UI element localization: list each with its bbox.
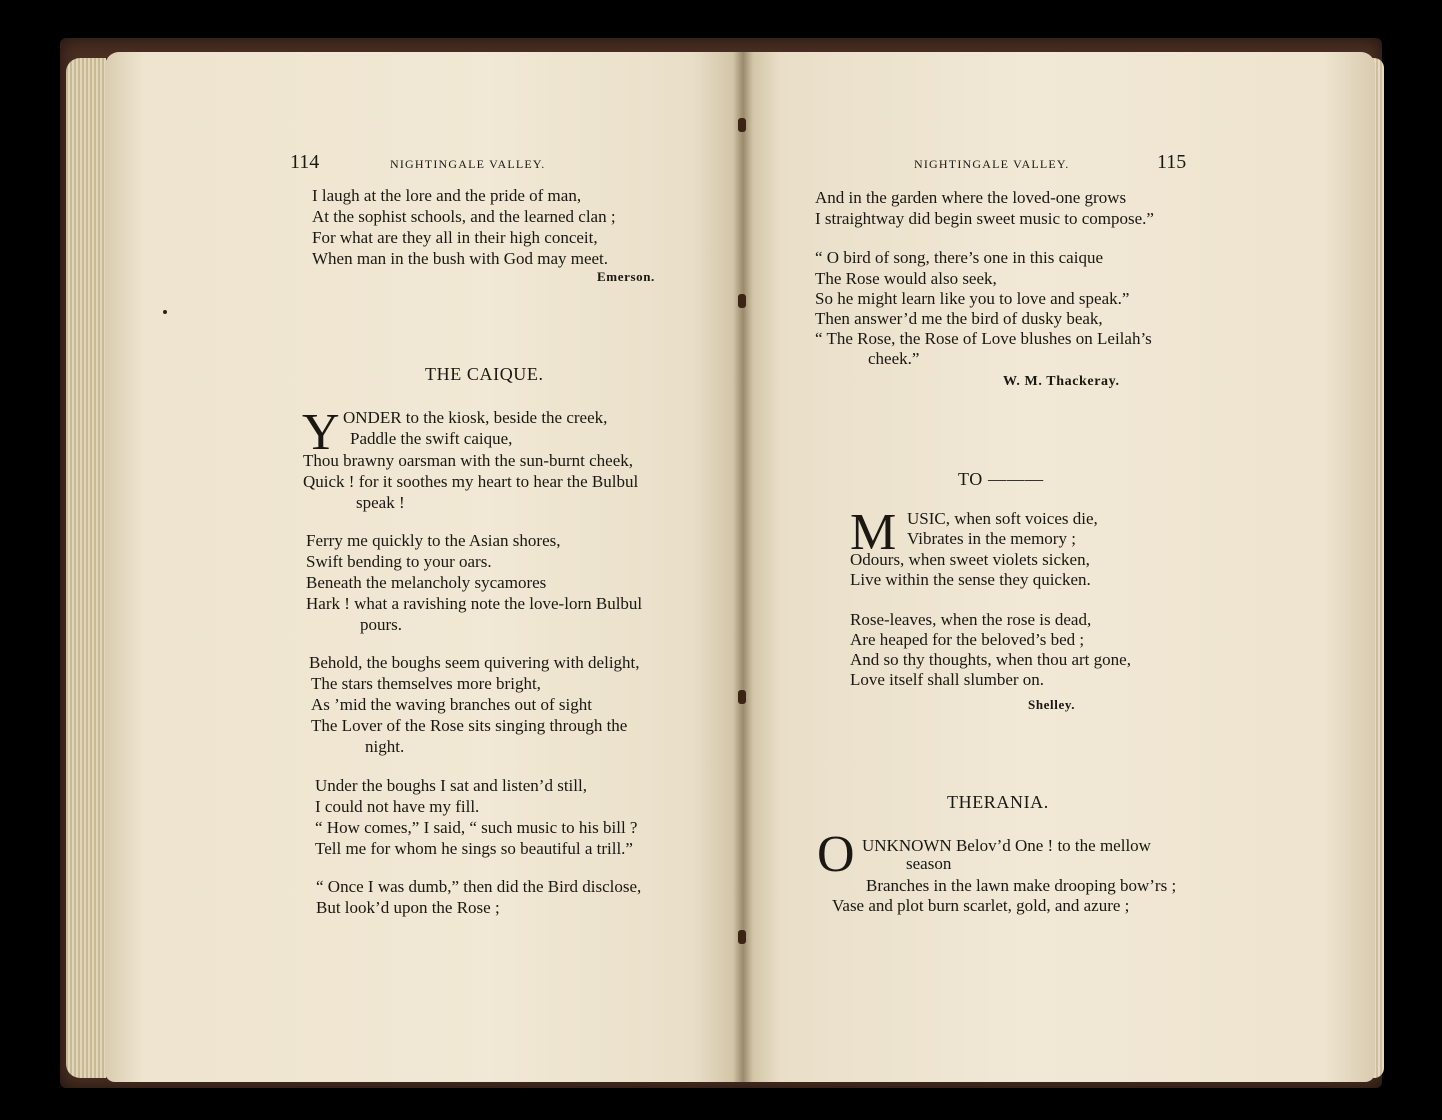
running-head: NIGHTINGALE VALLEY. [390,157,546,171]
poem-line: Ferry me quickly to the Asian shores, [306,531,561,550]
poem-line: And so thy thoughts, when thou art gone, [850,650,1131,669]
poem-line: Odours, when sweet violets sicken, [850,550,1090,569]
poem-line: Tell me for whom he sings so beautiful a trill.” [315,839,633,858]
drop-cap: Y [302,404,340,461]
drop-cap: M [850,504,897,561]
poem-line: Vibrates in the memory ; [907,529,1076,548]
poem-line: Under the boughs I sat and listen’d still, [315,776,587,795]
poem-line: “ How comes,” I said, “ such music to his bill ? [315,818,638,837]
binding-stitch [738,118,746,132]
poem-line: Thou brawny oarsman with the sun-burnt cheek, [303,451,633,470]
poem-line: So he might learn like you to love and speak.” [815,289,1130,308]
poem-line: Are heaped for the beloved’s bed ; [850,630,1085,649]
page-number: 114 [290,151,320,173]
poem-line: As ’mid the waving branches out of sight [311,695,592,714]
drop-cap: O [817,826,855,883]
poem-line: Vase and plot burn scarlet, gold, and azure ; [832,896,1130,915]
poem-line: “ The Rose, the Rose of Love blushes on Leilah’s [815,329,1152,348]
poem-title: THE CAIQUE. [425,364,544,384]
poem-line: I straightway did begin sweet music to compose.” [815,209,1154,228]
poem-line: And in the garden where the loved-one grows [815,188,1127,207]
poem-title: THERANIA. [947,792,1049,812]
binding-stitch [738,690,746,704]
poem-line: speak ! [356,493,405,512]
page-edges-left [66,58,106,1078]
poem-line: The stars themselves more bright, [311,674,541,693]
page-number: 115 [1157,151,1187,173]
poem-line: USIC, when soft voices die, [907,509,1098,528]
poem-line: At the sophist schools, and the learned clan ; [312,207,616,226]
poem-line: Live within the sense they quicken. [850,570,1091,589]
binding-stitch [738,294,746,308]
poem-line: The Lover of the Rose sits singing through the [311,716,628,735]
poem-title: TO ——— [958,469,1044,489]
poem-line: season [906,854,952,873]
binding-stitch [738,930,746,944]
poem-line: I laugh at the lore and the pride of man, [312,186,582,205]
poem-line: cheek.” [868,349,920,368]
poem-line: Rose-leaves, when the rose is dead, [850,610,1092,629]
poem-line: Love itself shall slumber on. [850,670,1045,689]
poem-line: ONDER to the kiosk, beside the creek, [343,408,608,427]
ink-speck [163,310,167,314]
poem-line: Then answer’d me the bird of dusky beak, [815,309,1103,328]
poem-line: Paddle the swift caique, [350,429,513,448]
poem-line: Beneath the melancholy sycamores [306,573,547,592]
poem-line: night. [365,737,405,756]
book-gutter [733,52,753,1082]
poem-line: For what are they all in their high conceit, [312,228,598,247]
attribution: W. M. Thackeray. [1003,374,1120,389]
poem-line: Behold, the boughs seem quivering with delight, [309,653,640,672]
poem-line: Swift bending to your oars. [306,552,492,571]
poem-line: The Rose would also seek, [815,269,997,288]
poem-line: Quick ! for it soothes my heart to hear the Bulbul [303,472,639,491]
attribution: Emerson. [597,269,655,284]
attribution: Shelley. [1028,697,1076,712]
poem-line: Hark ! what a ravishing note the love-lorn Bulbul [306,594,643,613]
poem-line: But look’d upon the Rose ; [316,898,500,917]
poem-line: “ O bird of song, there’s one in this caique [815,248,1103,267]
running-head: NIGHTINGALE VALLEY. [914,157,1070,171]
poem-line: pours. [360,615,403,634]
poem-line: UNKNOWN Belov’d One ! to the mellow [862,836,1151,855]
poem-line: I could not have my fill. [315,797,480,816]
poem-line: Branches in the lawn make drooping bow’rs ; [866,876,1177,895]
poem-line: “ Once I was dumb,” then did the Bird disclose, [316,877,642,896]
poem-line: When man in the bush with God may meet. [312,249,609,268]
